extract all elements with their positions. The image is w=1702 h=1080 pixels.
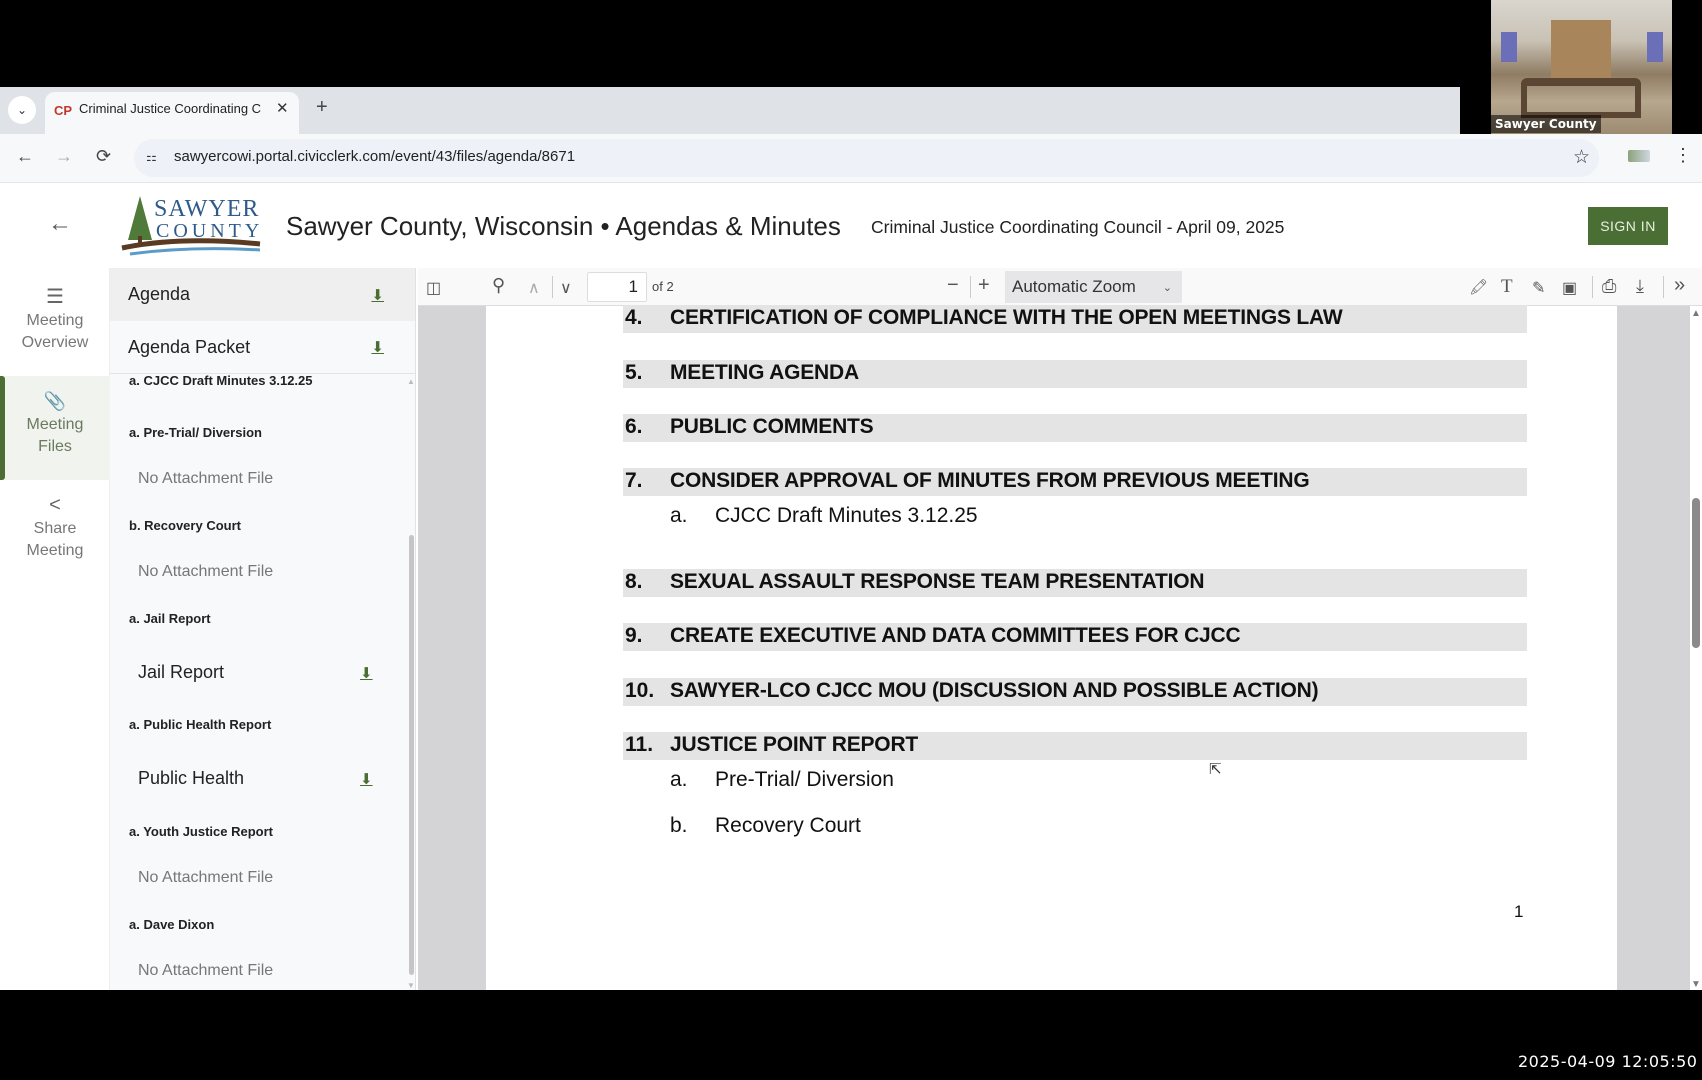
back-arrow-button[interactable]: ← [48, 210, 72, 237]
image-icon[interactable]: ▣ [1562, 280, 1578, 297]
jail-report-file[interactable]: Jail Report [138, 662, 225, 682]
no-attachment-text: No Attachment File [138, 869, 274, 886]
section-label: a. Dave Dixon [129, 917, 215, 932]
agenda-item-number: 10. [625, 679, 655, 702]
extension-icon[interactable] [1628, 150, 1650, 162]
mouse-cursor-icon: ⇱ [1209, 761, 1222, 778]
scroll-down-icon[interactable]: ▼ [407, 981, 415, 990]
active-indicator [0, 376, 5, 480]
browser-reload-button[interactable]: ⟳ [96, 146, 112, 166]
sawyer-county-logo[interactable] [120, 192, 276, 258]
bookmark-star-icon[interactable]: ☆ [1573, 147, 1591, 168]
rail-label: Meeting [26, 542, 84, 559]
url-text[interactable]: sawyercowi.portal.civicclerk.com/event/43/files/agenda/8671 [174, 148, 576, 165]
video-wall [1551, 20, 1611, 80]
logo-line-1: SAWYER [154, 196, 260, 222]
browser-menu-icon[interactable]: ⋮ [1674, 145, 1692, 165]
toolbar-divider [1592, 276, 1593, 298]
no-attachment-text: No Attachment File [138, 962, 274, 979]
agenda-item-number: 5. [625, 361, 643, 384]
tab-list-button[interactable] [8, 96, 36, 124]
video-screen-right [1647, 32, 1663, 62]
site-title: Sawyer County, Wisconsin • Agendas & Minutes [286, 211, 841, 241]
site-info-icon[interactable]: ⚏ [146, 150, 157, 164]
sub-item-text: Recovery Court [715, 814, 861, 837]
sub-item-text: Pre-Trial/ Diversion [715, 768, 894, 791]
public-health-file[interactable]: Public Health [138, 768, 245, 788]
no-attachment-text: No Attachment File [138, 470, 274, 487]
download-icon[interactable]: ⬇ [360, 665, 373, 682]
logo-line-2: COUNTY [156, 220, 264, 242]
zoom-level: Automatic Zoom [1012, 277, 1136, 296]
toolbar-divider [1663, 276, 1664, 298]
section-label: a. CJCC Draft Minutes 3.12.25 [129, 375, 313, 388]
agenda-item-number: 8. [625, 570, 643, 593]
rail-label: Meeting [26, 416, 84, 433]
next-page-icon[interactable]: ∨ [560, 280, 572, 297]
section-label: a. Pre-Trial/ Diversion [129, 425, 262, 440]
highlight-icon[interactable]: 🖍 [1469, 279, 1489, 296]
zoom-select[interactable] [1005, 271, 1182, 303]
left-nav-rail [0, 268, 110, 990]
section-label: a. Jail Report [129, 611, 211, 626]
agenda-item-title: CREATE EXECUTIVE AND DATA COMMITTEES FOR CJCC [670, 624, 1241, 647]
no-attachment-text: No Attachment File [138, 563, 274, 580]
sub-item-letter: a. [670, 504, 688, 527]
rail-meeting-files[interactable] [0, 376, 110, 480]
rail-label: Files [38, 438, 72, 455]
agenda-item-number: 9. [625, 624, 643, 647]
scroll-up-icon[interactable]: ▲ [407, 377, 415, 386]
agenda-item-title: JUSTICE POINT REPORT [670, 733, 919, 756]
draw-icon[interactable]: ✎ [1532, 280, 1546, 297]
agenda-item-title: CONSIDER APPROVAL OF MINUTES FROM PREVIOUS MEETING [670, 469, 1310, 492]
agenda-item-number: 7. [625, 469, 643, 492]
rail-label: Meeting [26, 312, 84, 329]
section-label: a. Public Health Report [129, 717, 272, 732]
section-label: b. Recovery Court [129, 518, 241, 533]
scroll-up-icon[interactable]: ▲ [1691, 308, 1701, 319]
rail-meeting-overview[interactable] [0, 286, 110, 376]
search-icon[interactable]: ⚲ [492, 275, 506, 295]
sub-item-letter: b. [670, 814, 688, 837]
browser-back-button[interactable]: ← [16, 146, 34, 166]
agenda-item-title: PUBLIC COMMENTS [670, 415, 874, 438]
toolbar-divider [552, 276, 553, 298]
save-icon[interactable]: ⤓ [1636, 276, 1644, 296]
list-icon: ☰ [46, 286, 64, 308]
page-count: of 2 [652, 279, 674, 294]
sub-item-letter: a. [670, 768, 688, 791]
scroll-down-icon[interactable]: ▼ [1691, 979, 1701, 990]
agenda-file[interactable] [110, 268, 416, 321]
text-icon[interactable]: T [1501, 276, 1513, 297]
scrollbar-thumb[interactable] [1692, 498, 1700, 648]
download-icon[interactable]: ⬇ [360, 771, 373, 788]
tab-close-button[interactable]: ✕ [276, 100, 289, 117]
section-label: a. Youth Justice Report [129, 824, 273, 839]
zoom-out-icon[interactable]: − [947, 274, 959, 296]
sidebar-toggle-icon[interactable]: ◫ [426, 280, 442, 297]
sub-item-text: CJCC Draft Minutes 3.12.25 [715, 504, 978, 527]
paperclip-icon: 📎 [43, 391, 67, 411]
chevron-down-icon: ⌄ [16, 103, 28, 117]
video-caption: Sawyer County [1491, 115, 1601, 133]
pdf-page-number: 1 [1514, 902, 1524, 921]
meeting-files-panel [110, 268, 416, 990]
new-tab-button[interactable]: + [316, 96, 328, 118]
agenda-item-title: SAWYER-LCO CJCC MOU (DISCUSSION AND POSSIBLE ACTION) [670, 679, 1319, 702]
more-tools-icon[interactable]: » [1674, 274, 1686, 296]
page-number-input[interactable] [587, 272, 647, 302]
rail-share-meeting[interactable] [0, 494, 110, 584]
pdf-scrollbar[interactable] [1690, 306, 1702, 990]
video-screen-left [1501, 32, 1517, 62]
chevron-down-icon: ⌄ [1162, 281, 1172, 294]
agenda-item-number: 11. [625, 733, 654, 756]
agenda-label: Agenda [128, 284, 191, 304]
agenda-item-title: SEXUAL ASSAULT RESPONSE TEAM PRESENTATION [670, 570, 1205, 593]
agenda-packet-label: Agenda Packet [128, 336, 251, 357]
previous-page-icon[interactable]: ∧ [528, 280, 540, 297]
tab-title: Criminal Justice Coordinating C [79, 101, 262, 116]
print-icon[interactable]: ⎙ [1602, 276, 1617, 296]
agenda-item-title: CERTIFICATION OF COMPLIANCE WITH THE OPEN MEETINGS LAW [670, 306, 1343, 329]
agenda-item-number: 4. [625, 306, 643, 329]
sign-in-button[interactable]: SIGN IN [1588, 207, 1668, 245]
rail-label: Overview [21, 334, 89, 351]
video-thumbnail [1491, 0, 1672, 135]
share-icon: < [49, 494, 61, 516]
agenda-item-number: 6. [625, 415, 643, 438]
toolbar-divider [970, 276, 971, 298]
download-icon[interactable]: ⬇ [371, 286, 384, 304]
download-icon[interactable]: ⬇ [371, 339, 384, 356]
video-table [1521, 78, 1641, 118]
meeting-title: Criminal Justice Coordinating Council - April 09, 2025 [871, 217, 1285, 237]
recording-timestamp: 2025-04-09 12:05:50 [1518, 1052, 1698, 1071]
scrollbar-thumb[interactable] [409, 535, 414, 975]
attachment-list [110, 375, 406, 990]
zoom-in-icon[interactable]: + [978, 274, 990, 296]
civicclerk-favicon-icon: CP [54, 103, 73, 118]
agenda-item-title: MEETING AGENDA [670, 361, 859, 384]
browser-forward-button[interactable]: → [55, 146, 73, 166]
agenda-packet-file[interactable] [110, 321, 416, 374]
rail-label: Share [33, 520, 77, 537]
files-scrollbar[interactable] [406, 375, 416, 990]
